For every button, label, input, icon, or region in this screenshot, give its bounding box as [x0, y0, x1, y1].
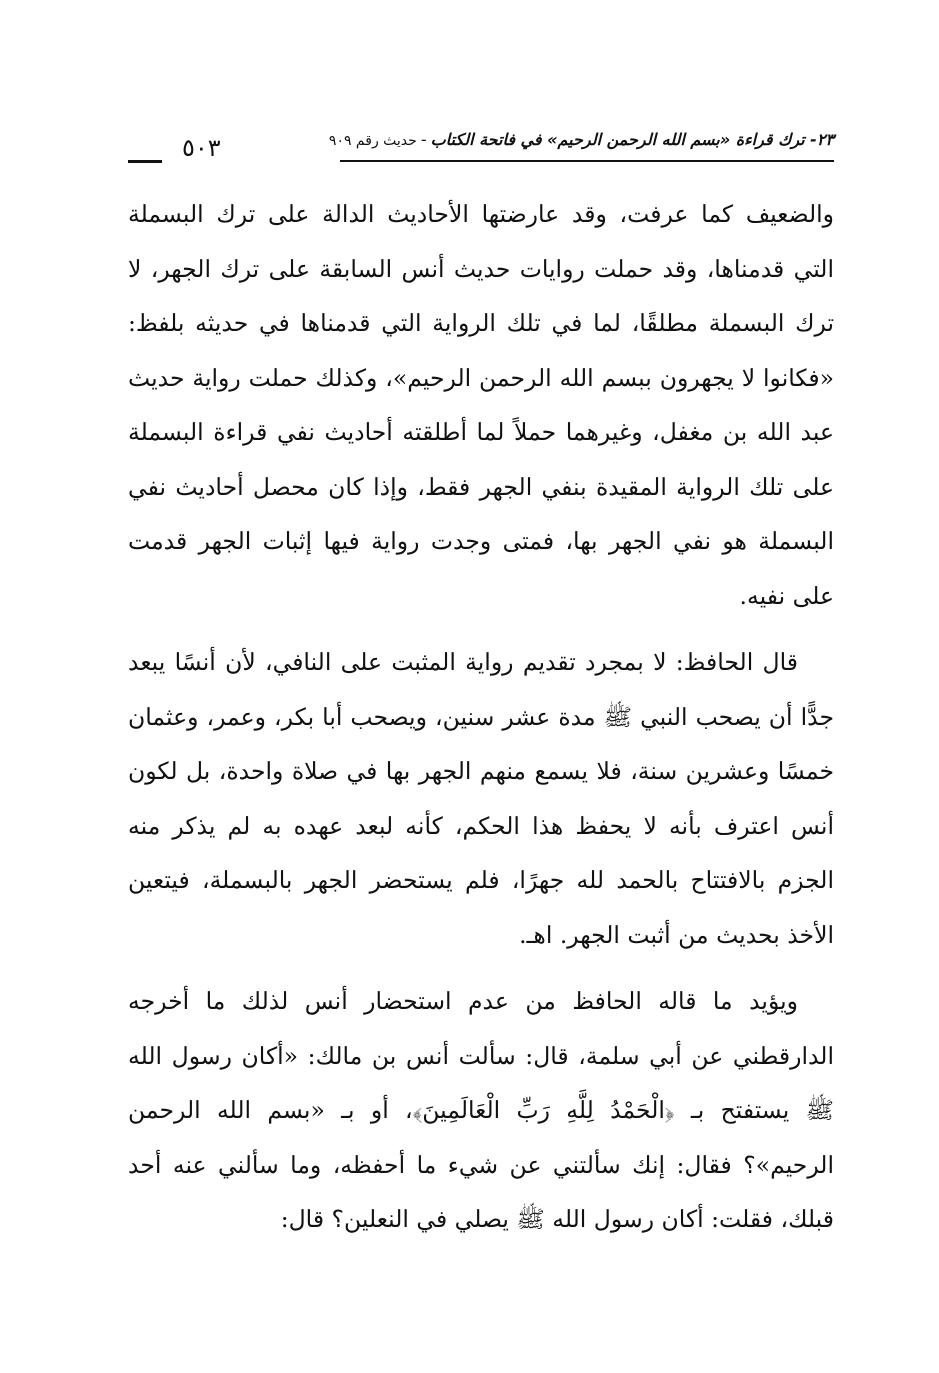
paragraph-1: والضعيف كما عرفت، وقد عارضتها الأحاديث الدالة على ترك البسملة التي قدمناها، وقد حملت روايات حديث أنس السابقة على ترك الجهر، لا ترك البسملة مطلقًا، لما في تلك الرواية التي قدمناها في حديثه بلفظ: «فكانوا لا يجهرون ببسم الله الرحمن الرحيم»، وكذلك حملت رواية حديث عبد الله بن مغفل، وغيرهما حملاً لما أطلقته أحاديث نفي قراءة البسملة على تلك الرواية المقيدة بنفي الجهر فقط، وإذا كان محصل أحاديث نفي البسملة هو نفي الجهر بها، فمتى وجدت رواية فيها إثبات الجهر قدمت على نفيه. — [128, 200, 834, 610]
paragraph-3: ويؤيد ما قاله الحافظ من عدم استحضار أنس لذلك ما أخرجه الدارقطني عن أبي سلمة، قال: سألت أنس بن مالك: «أكان رسول الله ﷺ يستفتح بـ ﴿الْحَمْدُ لِلَّهِ رَبِّ الْعَالَمِينَ﴾، أو بـ «بسم الله الرحمن الرحيم»؟ فقال: إنك سألتني عن شيء ما أحفظه، وما سألني عنه أحد قبلك، فقلت: أكان رسول الله ﷺ يصلي في النعلين؟ قال: — [128, 987, 834, 1233]
paragraph-2: قال الحافظ: لا بمجرد تقديم رواية المثبت على النافي، لأن أنسًا يبعد جدًّا أن يصحب النبي ﷺ مدة عشر سنين، ويصحب أبا بكر، وعمر، وعثمان خمسًا وعشرين سنة، فلا يسمع منهم الجهر بها في صلاة واحدة، بل لكون أنس اعترف بأنه لا يحفظ هذا الحكم، كأنه لبعد عهده به لم يذكر منه الجزم بالافتتاح بالحمد لله جهرًا، فلم يستحضر الجهر بالبسملة، فيتعين الأخذ بحديث من أثبت الجهر. اهـ. — [128, 648, 834, 949]
chapter-title: ٢٣- ترك قراءة «بسم الله الرحمن الرحيم» في فاتحة الكتاب — [430, 130, 834, 149]
running-header — [128, 122, 834, 172]
header-title-line — [329, 130, 834, 149]
page-number-rule — [128, 160, 162, 163]
header-rule — [340, 160, 834, 162]
body-text — [128, 187, 834, 1247]
hadith-reference: حديث رقم ٩٠٩ — [328, 133, 417, 149]
header-separator: - — [420, 130, 427, 149]
page-number: ٥٠٣ — [182, 134, 221, 162]
